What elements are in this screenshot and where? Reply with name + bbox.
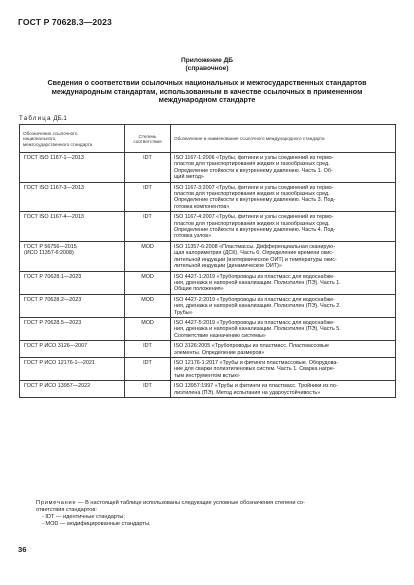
header-text: Степень <box>138 133 157 139</box>
reference-table <box>19 124 396 398</box>
standard-text-line: ние для сварки полиэтиленовых систем. Часть 1. Сварка нагре- <box>174 366 335 373</box>
designation-text: ГОСТ Р 56756—2015 <box>24 243 77 250</box>
standard-text-line: ISO 1167-1:2006 «Трубы, фитинги и узлы соединений из термо- <box>174 155 334 161</box>
standard-text-line: Определение стойкости к внутреннему давлению. Часть 3. Под- <box>174 197 336 204</box>
cell-degree: IDT <box>125 357 171 380</box>
cell-international-standard <box>171 317 396 340</box>
standard-text-line: элементы. Определение размеров» <box>174 349 265 356</box>
notes-list-item: - IDT — идентичные стандарты; <box>42 514 125 520</box>
standard-text-line: ISO 11357-6:2008 «Пластмассы. Дифференциальная сканирую- <box>174 243 335 250</box>
cell-designation <box>20 241 125 271</box>
cell-degree: MOD <box>125 241 171 271</box>
cell-designation <box>20 317 125 340</box>
cell-degree: MOD <box>125 294 171 317</box>
standard-text-line: щая калориметрия (ДСК). Часть 6. Определение времени окис- <box>174 250 334 257</box>
cell-international-standard <box>171 271 396 294</box>
cell-designation <box>20 153 125 183</box>
header-text: межгосударственного стандарта <box>23 141 93 147</box>
designation-text: ГОСТ Р 70628.2—2023 <box>24 296 82 303</box>
standard-text-line: ния, дренажа и напорной канализации. Полиэтилен (ПЭ). Часть 2. <box>174 303 341 310</box>
standard-text-line: Общие положения» <box>174 286 224 293</box>
notes-text: — В настоящей таблице использованы следующие условные обозначения степени со- <box>77 500 305 506</box>
header-degree <box>125 125 171 153</box>
standard-text-line: ISO 13957:1997 «Трубы и фитинги из пластмасс. Тройники из по- <box>174 383 338 390</box>
table-caption <box>19 115 67 122</box>
standard-text-line: готовка компонентов» <box>174 203 230 210</box>
cell-designation <box>20 294 125 317</box>
cell-international-standard <box>171 212 396 242</box>
cell-international-standard <box>171 294 396 317</box>
standard-text-line: Определение стойкости к внутреннему давлению. Часть 4. Под- <box>174 227 336 234</box>
standard-text-line: ISO 4427-5:2019 «Трубопроводы из пластмасс для водоснабже- <box>174 319 335 326</box>
title-line: международным стандартам, использованным в качестве ссылочных в примененном <box>51 86 363 96</box>
cell-international-standard <box>171 153 396 183</box>
header-international-standard <box>171 125 396 153</box>
designation-text: (ИСО 11357-6:2008) <box>24 250 74 257</box>
standard-text-line: ния, дренажа и напорной канализации. Полиэтилен (ПЭ). Часть 5. <box>174 326 341 333</box>
cell-international-standard <box>171 241 396 271</box>
designation-text: ГОСТ Р ИСО 3126—2007 <box>24 343 88 350</box>
cell-degree: IDT <box>125 212 171 242</box>
standard-text-line: пластов для транспортирования жидких и газообразных сред. <box>174 191 330 198</box>
header-text: Обозначение и наименование ссылочного международного стандарта <box>174 136 325 142</box>
designation-text: ГОСТ Р 70628.5—2023 <box>24 319 82 326</box>
table-header-row <box>20 125 396 153</box>
standard-text-line: ISO 4427-2:2019 «Трубопроводы из пластмасс для водоснабже- <box>174 296 335 303</box>
table-caption-label: Таблица <box>19 115 52 122</box>
cell-designation <box>20 357 125 380</box>
designation-text: ГОСТ ISO 1167-1—2013 <box>24 155 84 161</box>
header-text: национального, <box>23 136 57 142</box>
table-row <box>20 241 396 271</box>
standard-text-line: лиэтилена (ПЭ). Метод испытания на удароустойчивость» <box>174 389 321 396</box>
page-number: 36 <box>18 545 27 554</box>
notes-text: ответствия стандартов: <box>36 507 97 513</box>
cell-international-standard <box>171 341 396 358</box>
table-row <box>20 294 396 317</box>
designation-text: ГОСТ Р ИСО 12176-1—2021 <box>24 359 95 366</box>
cell-designation <box>20 341 125 358</box>
cell-degree: IDT <box>125 381 171 398</box>
standard-text-line: готовка узлов» <box>174 233 212 240</box>
cell-degree: IDT <box>125 153 171 183</box>
standard-text-line: Определение стойкости к внутреннему давлению. Часть 1. Об- <box>174 167 333 174</box>
cell-designation <box>20 271 125 294</box>
cell-degree: MOD <box>125 271 171 294</box>
standard-text-line: ISO 4427-1:2019 «Трубопроводы из пластмасс для водоснабже- <box>174 273 335 280</box>
appendix-kind: (справочное) <box>185 64 229 72</box>
cell-international-standard <box>171 182 396 212</box>
notes-label: Примечание <box>36 500 77 506</box>
table-row <box>20 357 396 380</box>
header-designation <box>20 125 125 153</box>
designation-text: ГОСТ ISO 1167-4—2013 <box>24 214 84 221</box>
title-line: Сведения о соответствии ссылочных национальных и межгосударственных стандартов <box>47 78 367 87</box>
standard-text-line: ния, дренажа и напорной канализации. Полиэтилен (ПЭ). Часть 1. <box>174 279 341 286</box>
table-row <box>20 182 396 212</box>
header-text: Обозначение ссылочного <box>23 131 78 137</box>
designation-text: ГОСТ ISO 1167-3—2013 <box>24 184 84 191</box>
table-row <box>20 153 396 183</box>
appendix-label: Приложение ДБ <box>180 57 234 64</box>
section-title <box>20 79 394 105</box>
title-line: международном стандарте <box>158 95 256 105</box>
cell-designation <box>20 212 125 242</box>
table-row <box>20 317 396 340</box>
standard-header: ГОСТ Р 70628.3—2023 <box>18 17 112 27</box>
standard-text-line: пластов для транспортирования жидких и газообразных сред. <box>174 220 330 227</box>
standard-text-line: лительной индукции (изотермическое ОИТ) и температуры окис- <box>174 256 337 263</box>
appendix-heading <box>0 57 414 72</box>
standard-text-line: тым инструментом встык» <box>174 372 240 379</box>
cell-international-standard <box>171 381 396 398</box>
designation-text: ГОСТ Р ИСО 13957—2022 <box>24 383 91 390</box>
cell-international-standard <box>171 357 396 380</box>
table-notes <box>36 500 396 528</box>
cell-degree: MOD <box>125 317 171 340</box>
notes-list-item: - MOD — модифицированные стандарты. <box>42 521 151 527</box>
standard-text-line: лительной индукции (динамическое ОИТ)» <box>174 263 282 270</box>
cell-degree: IDT <box>125 341 171 358</box>
table-row <box>20 212 396 242</box>
table-row <box>20 341 396 358</box>
standard-text-line: ISO 1167-3:2007 «Трубы, фитинги и узлы соединений из термо- <box>174 184 334 191</box>
table-row <box>20 381 396 398</box>
standard-text-line: пластов для транспортирования жидких и газообразных сред. <box>174 161 330 168</box>
designation-text: ГОСТ Р 70628.1—2023 <box>24 273 82 280</box>
header-text: соответствия <box>133 139 162 144</box>
standard-text-line: Трубы» <box>174 309 193 316</box>
standard-text-line: щий метод» <box>174 174 204 181</box>
cell-designation <box>20 182 125 212</box>
table-caption-id: ДБ.1 <box>53 115 67 122</box>
table-row <box>20 271 396 294</box>
standard-text-line: Соответствие назначению системы» <box>174 332 266 339</box>
cell-designation <box>20 381 125 398</box>
standard-text-line: ISO 1167-4:2007 «Трубы, фитинги и узлы соединений из термо- <box>174 214 334 221</box>
standard-text-line: ISO 12176-1:2017 «Трубы и фитинги пластмассовые. Оборудова- <box>174 359 339 366</box>
standard-text-line: ISO 3126:2005 «Трубопроводы из пластмасс. Пластмассовые <box>174 343 330 350</box>
cell-degree: IDT <box>125 182 171 212</box>
